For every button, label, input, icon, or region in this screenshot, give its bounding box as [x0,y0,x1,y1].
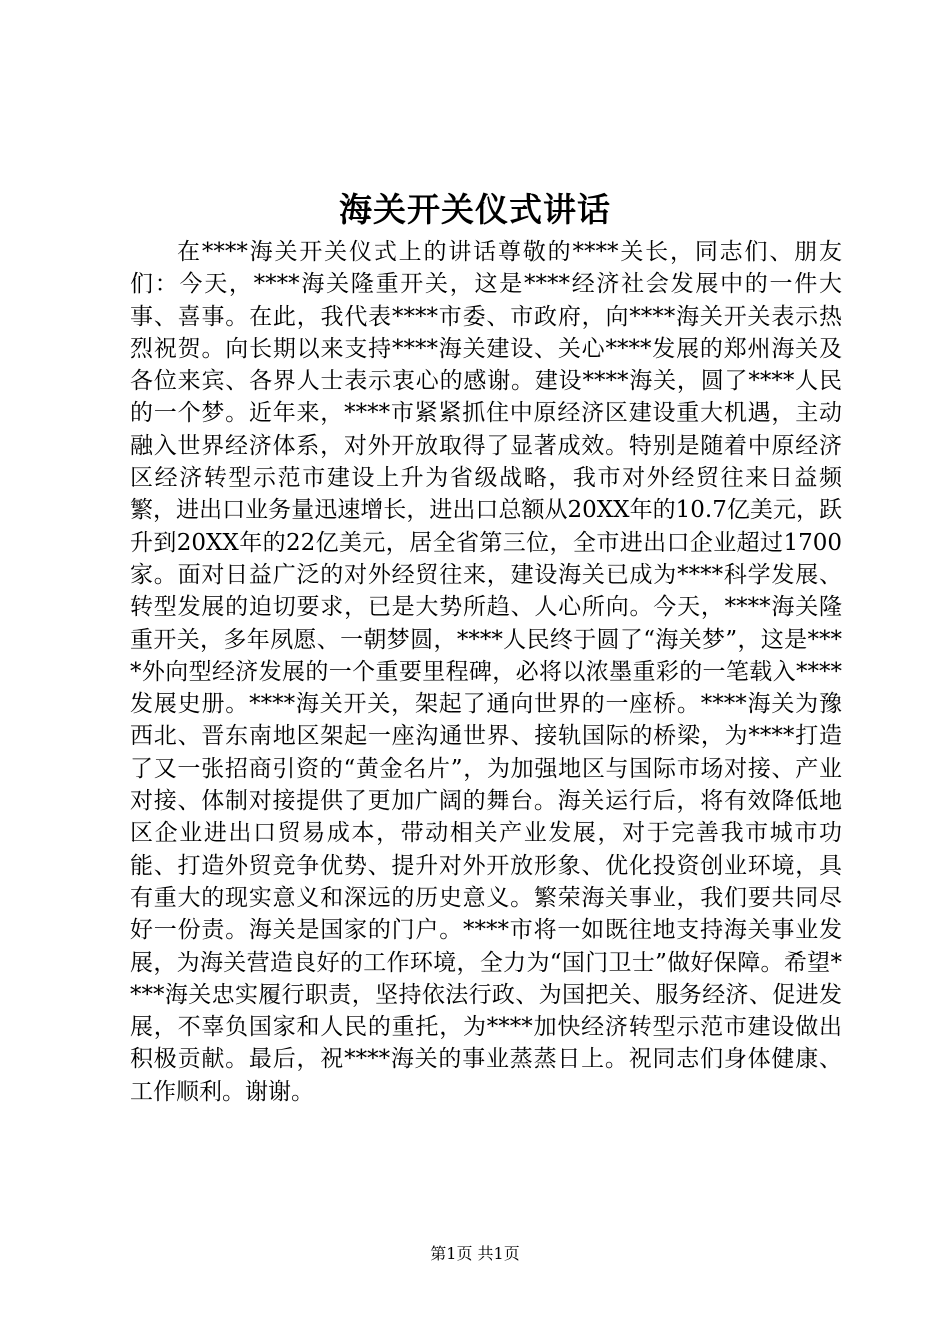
page-footer: 第1页 共1页 [430,1244,520,1263]
document-title: 海关开关仪式讲话 [339,190,611,229]
document-body: 在****海关开关仪式上的讲话尊敬的****关长，同志们、朋友们：今天，****海关隆重开关，这是****经济社会发展中的一件大事、喜事。在此，我代表****市委、市政府，向****海关开关表示热烈祝贺。向长期以来支持****海关建设、关心****发展的郑州海关及各位来宾、各界人士表示衷心的感谢。建设****海关，圆了****人民的一个梦。近年来，****市紧紧抓住中原经济区建设重大机遇，主动融入世界经济体系，对外开放取得了显著成效。特别是随着中原经济区经济转型示范市建设上升为省级战略，我市对外经贸往来日益频繁，进出口业务量迅速增长，进出口总额从20XX年的10.7亿美元，跃升到20XX年的22亿美元，居全省第三位，全市进出口企业超过1700家。面对日益广泛的对外经贸往来，建设海关已成为****科学发展、转型发展的迫切要求，已是大势所趋、人心所向。今天，****海关隆重开关，多年夙愿、一朝梦圆，****人民终于圆了“海关梦”，这是****外向型经济发展的一个重要里程碑，必将以浓墨重彩的一笔载入****发展史册。****海关开关，架起了通向世界的一座桥。****海关为豫西北、晋东南地区架起一座沟通世界、接轨国际的桥梁，为****打造了又一张招商引资的“黄金名片”，为加强地区与国际市场对接、产业对接、体制对接提供了更加广阔的舞台。海关运行后，将有效降低地区企业进出口贸易成本，带动相关产业发展，对于完善我市城市功能、打造外贸竞争优势、提升对外开放形象、优化投资创业环境，具有重大的现实意义和深远的历史意义。繁荣海关事业，我们要共同尽好一份责。海关是国家的门户。****市将一如既往地支持海关事业发展，为海关营造良好的工作环境，全力为“国门卫士”做好保障。希望****海关忠实履行职责，坚持依法行政、为国把关、服务经济、促进发展，不辜负国家和人民的重托，为****加快经济转型示范市建设做出积极贡献。最后，祝****海关的事业蒸蒸日上。祝同志们身体健康、工作顺利。谢谢。 [130,239,842,1105]
